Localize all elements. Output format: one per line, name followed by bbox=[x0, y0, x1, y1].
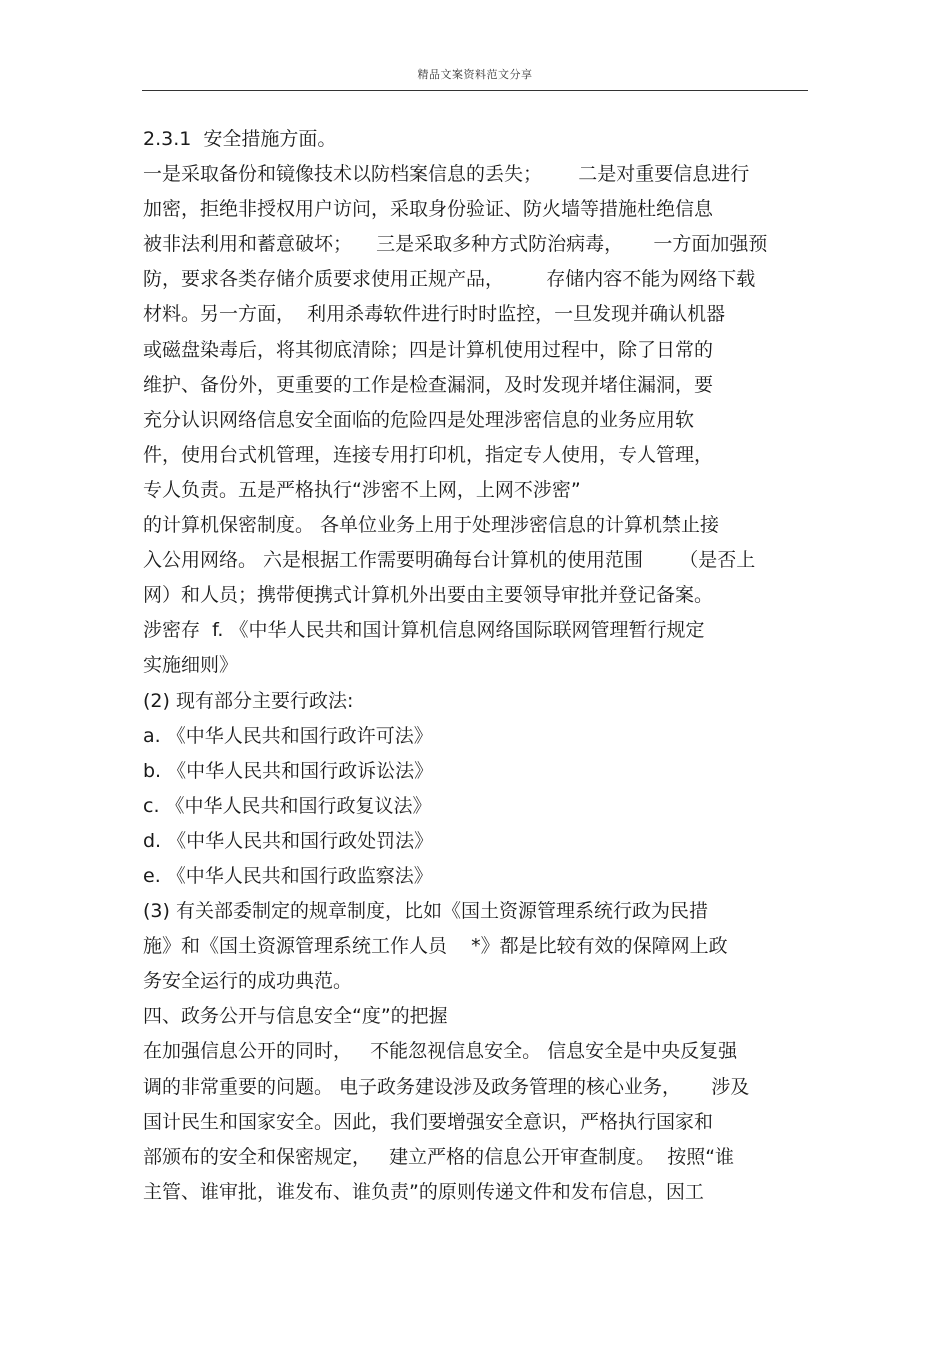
text-line: 部颁布的安全和保密规定， 建立严格的信息公开审查制度。 按照“谁 bbox=[143, 1145, 735, 1168]
text-line: 实施细则》 bbox=[143, 654, 239, 677]
text-line: 主管、谁审批，谁发布、谁负责”的原则传递文件和发布信息，因工 bbox=[143, 1180, 704, 1203]
text-line: 充分认识网络信息安全面临的危险四是处理涉密信息的业务应用软 bbox=[143, 408, 695, 431]
text-line: 加密，拒绝非授权用户访问，采取身份验证、防火墙等措施杜绝信息 bbox=[143, 198, 714, 221]
text-line: 一是采取备份和镜像技术以防档案信息的丢失； 二是对重要信息进行 bbox=[143, 163, 750, 186]
page-header: 精品文案资料范文分享 bbox=[417, 68, 533, 81]
text-line: 在加强信息公开的同时， 不能忽视信息安全。 信息安全是中央反复强 bbox=[143, 1040, 738, 1063]
text-line: 网）和人员；携带便携式计算机外出要由主要领导审批并登记备案。 bbox=[143, 584, 714, 607]
text-line: 被非法利用和蓄意破坏； 三是采取多种方式防治病毒， 一方面加强预 bbox=[143, 233, 768, 256]
header-divider bbox=[142, 90, 808, 91]
text-line: 四、政务公开与信息安全“度”的把握 bbox=[143, 1005, 448, 1028]
text-line: c. 《中华人民共和国行政复议法》 bbox=[143, 794, 432, 817]
text-line: a. 《中华人民共和国行政许可法》 bbox=[143, 724, 433, 747]
text-line: b. 《中华人民共和国行政诉讼法》 bbox=[143, 759, 434, 782]
text-line: 材料。另一方面， 利用杀毒软件进行时时监控，一旦发现并确认机器 bbox=[143, 303, 726, 326]
text-line: 2.3.1 安全措施方面。 bbox=[143, 128, 337, 150]
text-line: 入公用网络。 六是根据工作需要明确每台计算机的使用范围 （是否上 bbox=[143, 549, 756, 572]
text-line: 涉密存 f. 《中华人民共和国计算机信息网络国际联网管理暂行规定 bbox=[143, 619, 705, 642]
text-line: 件，使用台式机管理，连接专用打印机，指定专人使用，专人管理， bbox=[143, 443, 714, 466]
text-line: 务安全运行的成功典范。 bbox=[143, 970, 353, 993]
text-line: 国计民生和国家安全。因此，我们要增强安全意识，严格执行国家和 bbox=[143, 1110, 714, 1133]
text-line: 专人负责。五是严格执行“涉密不上网，上网不涉密” bbox=[143, 478, 581, 501]
text-line: (2) 现有部分主要行政法: bbox=[143, 689, 354, 712]
text-line: 调的非常重要的问题。 电子政务建设涉及政务管理的核心业务， 涉及 bbox=[143, 1075, 750, 1098]
text-line: 维护、备份外，更重要的工作是检查漏洞，及时发现并堵住漏洞，要 bbox=[143, 373, 714, 396]
text-line: 施》和《国土资源管理系统工作人员 *》都是比较有效的保障网上政 bbox=[143, 935, 728, 958]
text-line: 的计算机保密制度。 各单位业务上用于处理涉密信息的计算机禁止接 bbox=[143, 514, 720, 537]
text-line: 或磁盘染毒后，将其彻底清除；四是计算机使用过程中，除了日常的 bbox=[143, 338, 714, 361]
text-line: 防，要求各类存储介质要求使用正规产品， 存储内容不能为网络下载 bbox=[143, 268, 756, 291]
text-line: e. 《中华人民共和国行政监察法》 bbox=[143, 864, 433, 887]
text-line: d. 《中华人民共和国行政处罚法》 bbox=[143, 829, 434, 852]
text-line: (3) 有关部委制定的规章制度，比如《国土资源管理系统行政为民措 bbox=[143, 900, 708, 923]
document-body bbox=[143, 122, 823, 1210]
